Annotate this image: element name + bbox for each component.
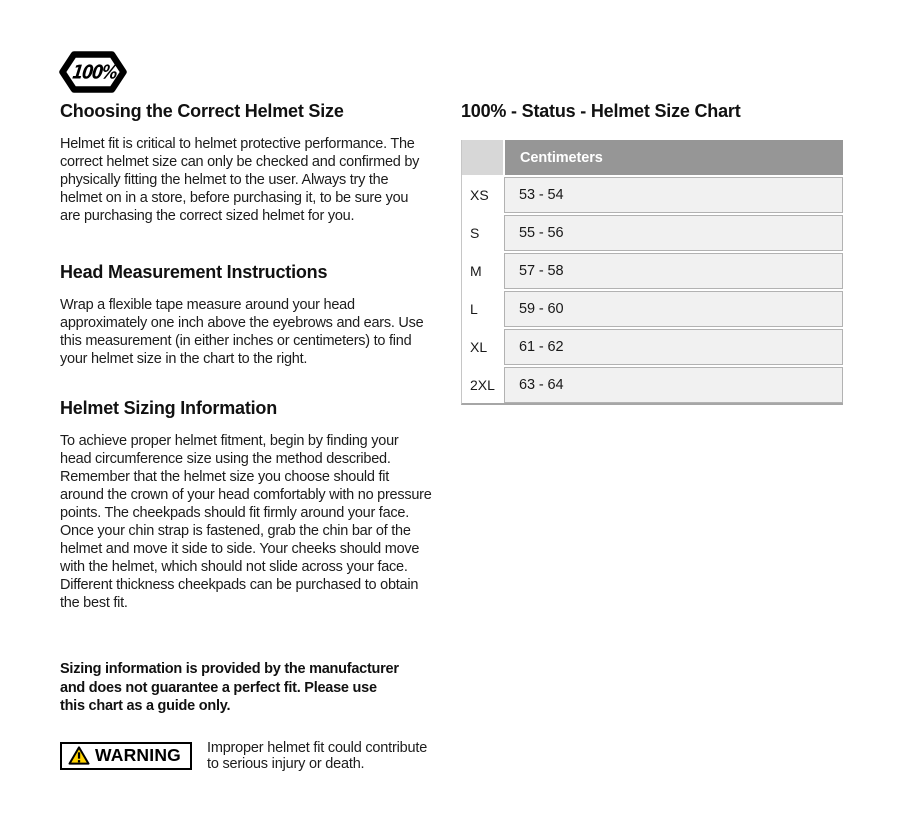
centimeters-value-cell: 59 - 60: [504, 291, 843, 327]
warning-text: Improper helmet fit could contribute to serious injury or death.: [206, 739, 428, 772]
size-label-cell: L: [462, 291, 503, 327]
centimeters-value-cell: 63 - 64: [504, 367, 843, 403]
size-chart-column: [461, 101, 843, 405]
section-head-measurement: [60, 262, 432, 368]
section-body: Helmet fit is critical to helmet protective performance. The correct helmet size can only be checked and confirmed by physically fitting the helmet to the user. Always try the helmet on in a store, before purchasing it, to be sure you are purchasing the correct sized helmet for you.: [60, 136, 420, 224]
manufacturer-disclaimer: Sizing information is provided by the manufacturer and does not guarantee a perfect fit. Please use this chart as a guide only.: [60, 661, 399, 714]
size-chart-title: 100% - Status - Helmet Size Chart: [461, 101, 741, 121]
section-choosing-size: [60, 101, 432, 225]
centimeters-value-cell: 55 - 56: [504, 215, 843, 251]
warning-label: WARNING: [95, 745, 181, 765]
size-label-cell: XL: [462, 329, 503, 365]
info-column: [60, 101, 432, 772]
size-label-cell: M: [462, 253, 503, 289]
centimeters-value-cell: 53 - 54: [504, 177, 843, 213]
brand-100-logo-icon: [59, 51, 127, 98]
section-heading: Helmet Sizing Information: [60, 398, 278, 418]
size-label-cell: S: [462, 215, 503, 251]
size-label-cell: XS: [462, 177, 503, 213]
size-chart-table: [461, 140, 843, 405]
size-label-cell: 2XL: [462, 367, 503, 403]
warning-triangle-icon: [68, 746, 90, 765]
warning-strip: [60, 740, 432, 772]
section-sizing-information: [60, 398, 432, 612]
warning-badge: [60, 742, 192, 770]
section-heading: Choosing the Correct Helmet Size: [60, 101, 344, 121]
section-body: Wrap a flexible tape measure around your head approximately one inch above the eyebrows and ears. Use this measurement (in either inches or centimeters) to find your helmet size in the chart to the right.: [60, 297, 424, 367]
brand-logo-text: 100%: [70, 60, 127, 84]
centimeters-value-cell: 57 - 58: [504, 253, 843, 289]
section-heading: Head Measurement Instructions: [60, 262, 328, 282]
table-header-centimeters: Centimeters: [505, 140, 843, 175]
table-header-empty-cell: [462, 140, 503, 175]
section-body: To achieve proper helmet fitment, begin by finding your head circumference size using the method described. Remember that the helmet size you choose should fit around the crown of your head comfortably with no pressure points. The cheekpads should fit firmly around your face. Once your chin strap is fastened, grab the chin bar of the helmet and move it side to side. Your cheeks should move with the helmet, which should not slide across your face. Different thickness cheekpads can be purchased to obtain the best fit.: [60, 433, 432, 611]
centimeters-value-cell: 61 - 62: [504, 329, 843, 365]
